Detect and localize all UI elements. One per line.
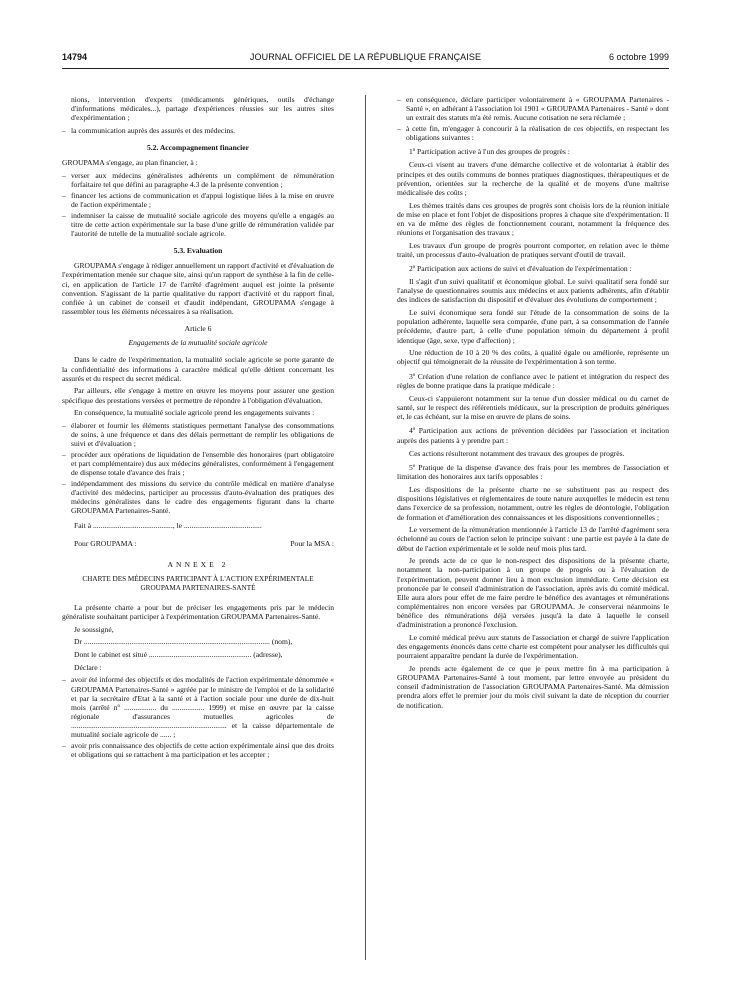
paragraph: Dans le cadre de l'expérimentation, la mutualité sociale agricole se porte garante de la confidentialité des informations à caractère médical qu'elle détient concernant les assurés et du respect du secret médical. [62,355,334,383]
page-header [62,52,669,68]
address-line: Dont le cabinet est situé ...................................................... (adresse), [74,650,283,660]
list-item: – à cette fin, m'engager à concourir à la réalisation de ces objectifs, en respectant les obligations suivantes : [397,124,669,142]
page-number: 14794 [62,52,88,62]
list-item: – avoir été informé des objectifs et des modalités de l'action expérimentale dénommée « GROUPAMA Partenaires-Santé » agréée par le ministre de l'emploi et de la solidarité et par la secrétaire d'Etat à la santé et à l'action sociale pour une durée de dix-huit mois (arrêté nº ................. du ................. 1999) et mise en œuvre par la caisse régionale d'assurances mutuelles agricoles de .................................................................................. et la caisse départementale de mutualité sociale agricole de ...... ; [62,675,334,739]
paragraph: Les travaux d'un groupe de progrès pourront comporter, en relation avec le thème traité, un processus d'auto-évaluation de pratiques servant d'outil de travail. [397,240,669,259]
paragraph: La présente charte a pour but de préciser les engagements pris par le médecin généraliste souhaitant participer à l'expérimentation GROUPAMA Partenaires-Santé. [62,602,334,622]
left-column [62,95,334,761]
paragraph: GROUPAMA s'engage à rédiger annuellement un rapport d'activité et d'évaluation de l'expérimentation menée sur chaque site, ainsi qu'un rapport de synthèse à la fin de celle-ci, en application de l'article 17 de l'arrêté d'agrément auquel est jointe la présente convention. S'agissant de la partie qualitative du rapport d'activité et du rapport final, confiée à un cabinet de conseil et d'audit indépendant, GROUPAMA s'engage à rassembler tous les éléments nécessaires à sa réalisation. [62,261,334,316]
list-item: – procéder aux opérations de liquidation de l'ensemble des honoraires (part obligatoire et part complémentaire) dus aux médecins généralistes, conformément à l'engagement de dispense totale d'avance des frais ; [62,450,334,477]
list-item: – en conséquence, déclare participer volontairement à « GROUPAMA Partenaires - Santé », en adhérant à l'association loi 1901 « GROUPAMA Partenaires - Santé » dont un extrait des statuts m'a été remis. Aucune cotisation ne sera réclamée ; [397,95,669,122]
obligation-heading: 4º Participation aux actions de prévention décidées par l'association et incitation auprès des patients à y prendre part : [397,426,669,445]
paragraph: Je prends acte également de ce que je peux mettre fin à ma participation à GROUPAMA Partenaires-Santé à tout moment, par lettre envoyée au président du conseil d'administration de l'association GROUPAMA Partenaires-Santé. Ma démission prendra alors effet le premier jour du mois civil suivant la date de réception du courrier de notification. [397,663,669,710]
paragraph: Je prends acte de ce que le non-respect des dispositions de la présente charte, notamment la non-participation à un groupe de progrès ou à l'évaluation de l'expérimentation, peuvent donner lieu à mon exclusion immédiate. Cette décision est prononcée par le conseil d'administration de l'association, après avis du comité médical. Elle aura alors pour effet de me faire perdre le bénéfice des avantages et rémunérations complémentaires non encore versées par GROUPAMA. Je conserverai néanmoins le bénéfice des rémunérations déjà versées jusqu'à la date à laquelle le conseil d'administration a prononcé l'exclusion. [397,556,669,630]
publication-date: 6 octobre 1999 [608,52,669,62]
paragraph: Le comité médical prévu aux statuts de l'association et chargé de suivre l'application des engagements énoncés dans cette charte est compétent pour analyser les difficultés qui pourraient apparaître pendant la durée de l'expérimentation. [397,632,669,661]
paragraph: Déclare : [74,662,102,672]
paragraph: En conséquence, la mutualité sociale agricole prend les engagements suivants : [74,408,315,418]
list-item: – indépendamment des missions du service du contrôle médical en matière d'analyse d'activité des médecins, participer au processus d'auto-évaluation des pratiques des médecins généralistes dans le cadre des engagements figurant dans la charte GROUPAMA Partenaires-Santé. [62,479,334,516]
paragraph: Les thèmes traités dans ces groupes de progrès sont choisis lors de la réunion initiale de mise en place et font l'objet de dispositions propres à chaque site d'expérimentation. Il en va de même des règles de fonctionnement courant, notamment la fréquence des réunions et l'organisation des travaux ; [397,200,669,238]
right-column [397,95,669,713]
paragraph: Ces actions résulteront notamment des travaux des groupes de progrès. [409,448,625,458]
article-heading: Article 6 [184,324,212,334]
list-item: – indemniser la caisse de mutualité sociale agricole des moyens qu'elle a engagés au titre de cette action expérimentale sur la base d'une grille de rémunération validée par l'autorité de tutelle de la mutualité sociale agricole. [62,211,334,238]
annex-heading: CHARTE DES MÉDECINS PARTICIPANT À L'ACTION EXPÉRIMENTALE GROUPAMA PARTENAIRES-SANTÉ [82,574,314,592]
annex-title: ANNEXE 2 [167,559,229,569]
obligation-heading: 3º Création d'une relation de confiance avec le patient et intégration du respect des règles de bonne pratique dans la pratique médicale : [397,371,669,390]
list-item: – élaborer et fournir les éléments statistiques permettant l'analyse des consommations de soins, à une fréquence et dans des délais permettant de remplir les obligations de suivi et d'évaluation ; [62,421,334,448]
paragraph: Une réduction de 10 à 20 % des coûts, à qualité égale ou améliorée, représente un objectif qui témoignerait de la réussite de l'expérimentation à son terme. [397,348,669,367]
list-item: – financer les actions de communication et d'appui logistique liées à la mise en œuvre de l'action expérimentale ; [62,191,334,209]
paragraph: GROUPAMA s'engage, au plan financier, à : [62,158,198,168]
name-line: Dr .................................................................................................. (nom), [74,637,293,647]
paragraph: Ceux-ci s'appuieront notamment sur la tenue d'un dossier médical ou du carnet de santé, sur le respect des référentiels médicaux, sur la prescription de produits génériques et, le cas échéant, sur la mise en œuvre de plans de soins. [397,393,669,422]
list-item: – avoir pris connaissance des objectifs de cette action expérimentale ainsi que des droits et obligations qui se rattachent à ma participation et les accepter ; [62,741,334,759]
signature-msa: Pour la MSA : [290,538,334,548]
place-date-line: Fait à .........................................., le ......................................... [74,521,262,531]
journal-title: JOURNAL OFFICIEL DE LA RÉPUBLIQUE FRANÇAISE [249,52,482,62]
list-item: – verser aux médecins généralistes adhérents un complément de rémunération forfaitaire tel que défini au paragraphe 4.3 de la présente convention ; [62,171,334,189]
obligation-heading: 1º Participation active à l'un des groupes de progrès : [409,147,570,157]
obligation-heading: 5º Pratique de la dispense d'avance des frais pour les membres de l'association et limitation des honoraires aux tarifs opposables : [397,462,669,481]
section-heading: 5.2. Accompagnement financier [146,143,250,153]
paragraph: Le suivi économique sera fondé sur l'étude de la consommation de soins de la population adhérente, laquelle sera comparée, d'une part, à sa consommation de l'année précédente, d'autre part, à celle d'une population témoin du département à profil identique (âge, sexe, type d'affection) ; [397,308,669,345]
column-separator [365,95,366,960]
paragraph: Les dispositions de la présente charte ne se substituent pas au respect des dispositions législatives et réglementaires de toute nature auxquelles le médecin est tenu dans l'exercice de sa profession, notamment, outre les règles de déontologie, l'obligation de formation et d'amélioration des connaissances et les dispositions conventionnelles ; [397,485,669,522]
paragraph: Le versement de la rémunération mentionnée à l'article 13 de l'arrêté d'agrément sera échelonné au cours de l'action selon le principe suivant : une partie est payée à la date de début de l'action expérimentale et le solde neuf mois plus tard. [397,525,669,553]
article-subtitle: Engagements de la mutualité sociale agricole [128,338,268,348]
paragraph: Je soussigné, [74,624,114,634]
obligation-heading: 2º Participation aux actions de suivi et d'évaluation de l'expérimentation : [409,264,632,273]
section-heading: 5.3. Evaluation [173,246,223,256]
list-item: – la communication auprès des assurés et des médecins. [62,126,334,135]
paragraph: Ceux-ci visent au travers d'une démarche collective et de volontariat à établir des principes et des outils communs de bonnes pratiques diagnostiques, thérapeutiques et de prévention, orientées sur la recherche de la qualité et de moyens d'une maîtrise médicalisée des coûts ; [397,160,669,197]
paragraph: nions, intervention d'experts (médicaments génériques, outils d'échange d'informations médicales...), partage d'expériences réussies sur les autres sites d'expérimentation ; [71,95,334,123]
header-rule [62,68,669,69]
signature-groupama: Pour GROUPAMA : [74,538,137,548]
paragraph: Il s'agit d'un suivi qualitatif et économique global. Le suivi qualitatif sera fondé sur l'analyse de questionnaires soumis aux médecins et aux patients adhérents, afin d'établir des indices de satisfaction du dispositif et d'évaluer des évolutions de comportement ; [397,277,669,305]
signature-block [62,539,334,548]
paragraph: Par ailleurs, elle s'engage à mettre en œuvre les moyens pour assurer une gestion spécifique des prestations versées et permettre de répondre à l'obligation d'évaluation. [62,386,334,405]
